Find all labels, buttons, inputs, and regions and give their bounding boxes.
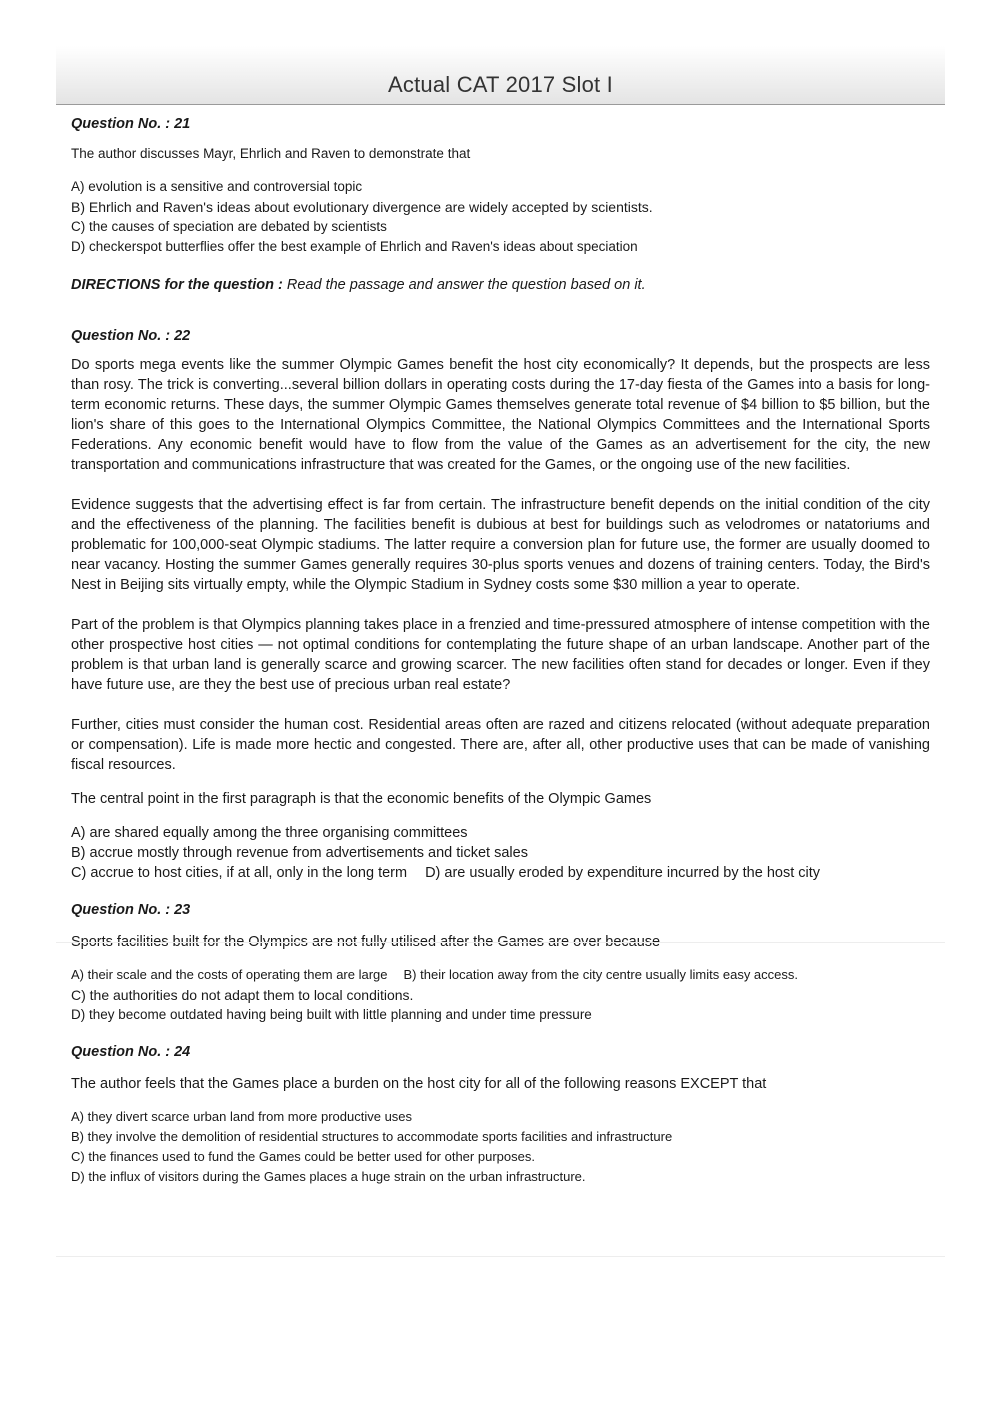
option-c: C) accrue to host cities, if at all, only in the long term [71, 865, 408, 881]
question-label: Question No. : 22 [71, 328, 191, 344]
question-label: Question No. : 23 [71, 902, 191, 918]
option-c: C) the authorities do not adapt them to local conditions. [71, 987, 414, 1003]
option-b: B) their location away from the city centre usually limits easy access. [403, 967, 798, 982]
option-c: C) the finances used to fund the Games could be better used for other purposes. [71, 1149, 535, 1164]
page-title: Actual CAT 2017 Slot I [388, 72, 613, 97]
options-list [71, 177, 930, 257]
option-b: B) they involve the demolition of residential structures to accommodate sports facilities and infrastructure [71, 1129, 673, 1144]
option-a: A) are shared equally among the three organising committees [71, 825, 468, 841]
question-stem: Sports facilities built for the Olympics are not fully utilised after the Games are over because [71, 934, 661, 950]
directions-text: Read the passage and answer the question based on it. [282, 277, 646, 293]
passage-paragraph-2: Evidence suggests that the advertising effect is far from certain. The infrastructure benefit depends on the initial condition of the city and the effectiveness of the planning. The facilities benefit is dubious at best for buildings such as velodromes or natatoriums and problematic for 100,000-seat Olympic stadiums. The latter require a conversion plan for future use, the former are usually doomed to near vacancy. Hosting the summer Games generally requires 30-plus sports venues and dozens of training centers. Today, the Bird's Nest in Beijing sits virtually empty, while the Olympic Stadium in Sydney costs some $30 million a year to operate. [71, 497, 930, 593]
divider [56, 942, 945, 943]
passage [71, 355, 930, 775]
passage-paragraph-1: Do sports mega events like the summer Olympic Games benefit the host city economically? It depends, but the prospects are less than rosy. The trick is converting...several billion dollars in operating costs during the 17-day fiesta of the Games into a basis for long-term economic returns. These days, the summer Olympic Games themselves generate total revenue of $4 billion to $5 billion, but the lion's share of this goes to the International Olympics Committee, the National Olympics Committees and the International Sports Federations. Any economic benefit would have to flow from the value of the Games as an advertisement for the city, the new transportation and communications infrastructure that was created for the Games, or the ongoing use of the new facilities. [71, 357, 930, 473]
option-a: A) they divert scarce urban land from more productive uses [71, 1109, 413, 1124]
question-stem: The central point in the first paragraph is that the economic benefits of the Olympic Games [71, 791, 652, 807]
directions-label: DIRECTIONS for the question : [71, 277, 283, 293]
passage-paragraph-3: Part of the problem is that Olympics planning takes place in a frenzied and time-pressured atmosphere of intense competition with the other prospective host cities — not optimal conditions for contemplating the future shape of an urban landscape. Another part of the problem is that urban land is generally scarce and growing scarcer. The new facilities often stand for decades or longer. Even if they have future use, are they the best use of precious urban real estate? [71, 617, 930, 693]
option-d: D) checkerspot butterflies offer the best example of Ehrlich and Raven's ideas about speciation [71, 239, 638, 254]
option-b: B) Ehrlich and Raven's ideas about evolutionary divergence are widely accepted by scientists. [71, 199, 653, 215]
option-d: D) are usually eroded by expenditure incurred by the host city [425, 865, 821, 881]
divider [56, 1256, 945, 1257]
directions [71, 277, 930, 293]
question-label: Question No. : 24 [71, 1044, 191, 1060]
option-row-ab [71, 965, 930, 985]
page-header [56, 46, 945, 105]
options-list [71, 965, 930, 1025]
question-23 [71, 902, 930, 1025]
options-list [71, 823, 930, 883]
question-label: Question No. : 21 [71, 116, 191, 132]
option-row-cd [71, 863, 930, 883]
option-b: B) accrue mostly through revenue from advertisements and ticket sales [71, 845, 528, 861]
question-21 [71, 116, 930, 257]
option-c: C) the causes of speciation are debated by scientists [71, 219, 387, 234]
question-22 [71, 328, 930, 883]
option-d: D) they become outdated having being built with little planning and under time pressure [71, 1007, 592, 1022]
passage-paragraph-4: Further, cities must consider the human cost. Residential areas often are razed and citizens relocated (without adequate preparation or compensation). Life is made more hectic and congested. There are, after all, other productive uses that can be made of vanishing fiscal resources. [71, 717, 930, 773]
question-stem: The author discusses Mayr, Ehrlich and Raven to demonstrate that [71, 146, 471, 161]
option-a: A) their scale and the costs of operating them are large [71, 967, 388, 982]
question-stem: The author feels that the Games place a burden on the host city for all of the following reasons EXCEPT that [71, 1076, 767, 1092]
options-list [71, 1107, 930, 1187]
option-a: A) evolution is a sensitive and controversial topic [71, 179, 363, 194]
option-d: D) the influx of visitors during the Games places a huge strain on the urban infrastructure. [71, 1169, 586, 1184]
question-24 [71, 1044, 930, 1187]
document-body [71, 110, 930, 1187]
